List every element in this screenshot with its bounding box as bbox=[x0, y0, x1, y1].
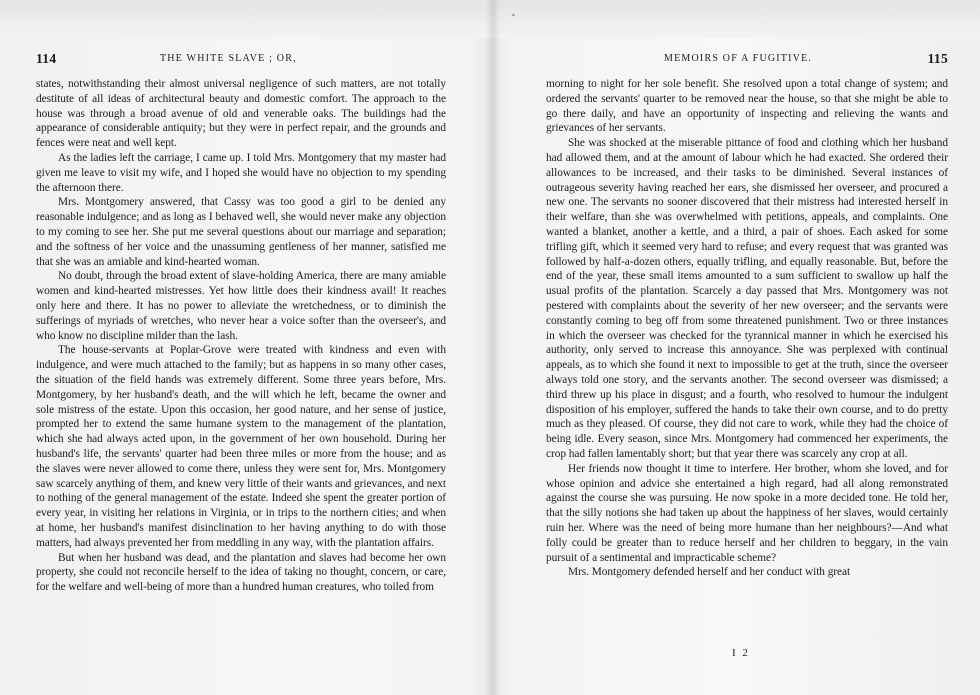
page-number: 114 bbox=[36, 51, 57, 66]
paragraph: states, notwithstanding their almost universal negligence of such matters, are not totally destitute of all ideas of architectural beauty and domestic comfort. The approach to the house was through a broad avenue of old and venerable oaks. The buildings had the appearance of considerable antiquity; but they were in perfect repair, and the grounds and fences were neat and well kept. bbox=[36, 78, 446, 150]
paragraph: No doubt, through the broad extent of slave-holding America, there are many amiable women and kind-hearted mistresses. Yet how little does their kindness avail! It reaches only here and there. It has no power to alleviate the wretchedness, or to diminish the sufferings of myriads of wretches, who never hear a voice softer than the overseer's, and who know no discipline milder than the lash. bbox=[36, 270, 446, 342]
left-page-body bbox=[36, 77, 446, 595]
paragraph: Mrs. Montgomery defended herself and her conduct with great bbox=[568, 566, 851, 579]
paragraph: Her friends now thought it time to interfere. Her brother, whom she loved, and for whose opinion and advice she entertained a high regard, had all along remonstrated against the course she was pursuing. He now spoke in a more decided tone. He told her, that the silly notions she had taken up about the happiness of her slaves, would certainly ruin her. Where was the need of being more humane than her neighbours?—And what folly could be greater than to reduce herself and her children to beggary, in the vain pursuit of a sentimental and impracticable scheme? bbox=[546, 462, 948, 564]
paragraph: As the ladies left the carriage, I came up. I told Mrs. Montgomery that my master had given me leave to visit my wife, and I hoped she would have no objection to my spending the afternoon there. bbox=[36, 151, 446, 194]
right-page-body bbox=[546, 77, 948, 580]
running-head: THE WHITE SLAVE ; OR, bbox=[160, 53, 297, 64]
paragraph: morning to night for her sole benefit. She resolved upon a total change of system; and ordered the servants' quarter to be removed near the house, so that she might be able to go there daily, and have an opportunity of inspecting and relieving the wants and grievances of her servants. bbox=[546, 78, 948, 135]
paper-speck bbox=[512, 14, 515, 16]
paragraph: But when her husband was dead, and the plantation and slaves had become her own property, she could not reconcile herself to the idea of taking no thought, concern, or care, for the welfare and well-being of more than a hundred human creatures, who toiled from bbox=[36, 551, 446, 594]
paragraph: She was shocked at the miserable pittance of food and clothing which her husband had allowed them, and at the amount of labour which he had exacted. She ordered their allowances to be increased, and their tasks to be diminished. Several instances of outrageous severity having reached her ears, she dismissed her overseer, and procured a new one. The servants no sooner discovered that their mistress had interested herself in their welfare, than she was overwhelmed with petitions, appeals, and complaints. One wanted a blanket, another a kettle, and a third, a pair of shoes. Each asked for some trifling gift, which it seemed very hard to refuse; and every request that was granted was followed by half-a-dozen others, equally trifling, and equally reasonable. But, before the end of the year, these small items amounted to a sum sufficient to swallow up half the usual profits of the plantation. Scarcely a day passed that Mrs. Montgomery was not pestered with complaints about the severity of her new overseer; and the servants were constantly coming to beg off from some threatened punishment. Two or three instances in which the overseer was checked for the tyrannical manner in which he exercised his authority, only served to increase this annoyance. She was perplexed with continual appeals, as to which she found it next to impossible to get at the truth, since the overseer always told one story, and the servants another. The second overseer was dismissed; a third threw up his place in disgust; and a fourth, who resolved to humour the indulgent disposition of his employer, suffered the hands to take their own course, and to do pretty much as they pleased. Of course, they did not care to work, while they had the choice of being idle. Every season, since Mrs. Montgomery had commenced her experiments, the crop had fallen lamentably short; but that year there was scarcely any crop at all. bbox=[546, 137, 948, 460]
paragraph: The house-servants at Poplar-Grove were treated with kindness and even with indulgence, and were much attached to the family; but as happens in so many other cases, the situation of the field hands was extremely different. Some three years before, Mrs. Montgomery, by her husband's death, and the will which he left, became the owner and sole mistress of the estate. Upon this occasion, her good nature, and her sense of justice, prompted her to extend the same humane system to the management of the plantation, which she had always acted upon, in the government of her own household. During her husband's life, the servants' quarter had been three miles or more from the house; and as the slaves were never allowed to come there, unless they were sent for, Mrs. Montgomery saw scarcely anything of them, and knew very little of their wants and grievances, and next to nothing of the general management of the estate. Indeed she spent the greater portion of every year, in visiting her relations in Virginia, or in trips to the northern cities; and when at home, her husband's manifest disinclination to her having anything to do with those matters, had always prevented her from meddling in any way, with the plantation affairs. bbox=[36, 344, 446, 549]
page-number: 115 bbox=[927, 51, 948, 66]
paragraph: Mrs. Montgomery answered, that Cassy was too good a girl to be denied any reasonable indulgence; and as long as I behaved well, she would never make any objection to my coming to see her. She put me several questions about our marriage and separation; and the softness of her voice and the unassuming gentleness of her manner, satisfied me that she was an amiable and kind-hearted woman. bbox=[36, 196, 446, 268]
right-page bbox=[546, 0, 948, 695]
book-gutter bbox=[486, 0, 500, 695]
running-head: MEMOIRS OF A FUGITIVE. bbox=[664, 53, 813, 64]
left-page-header bbox=[36, 51, 446, 67]
right-page-header bbox=[546, 51, 948, 67]
left-page bbox=[36, 0, 446, 695]
signature-mark: I 2 bbox=[732, 647, 750, 659]
